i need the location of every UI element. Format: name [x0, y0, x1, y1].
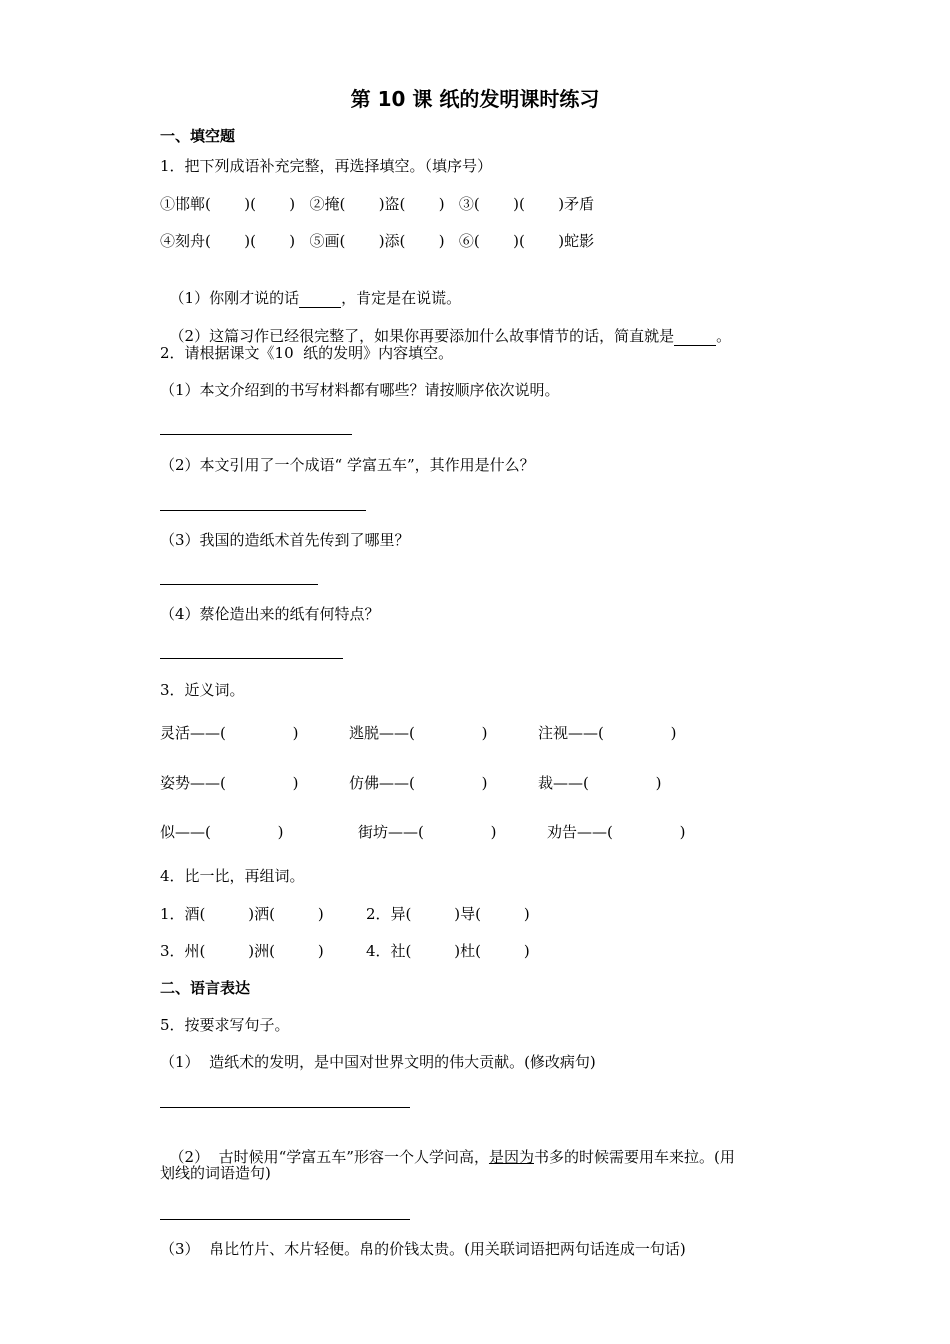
- compare-item: 2．异( )导( ): [366, 905, 530, 923]
- answer-line[interactable]: [160, 1107, 410, 1108]
- question-1-sub-2: [160, 306, 731, 346]
- question-2-part-1: （1）本文介绍到的书写材料都有哪些？请按顺序依次说明。: [160, 381, 560, 399]
- synonym-item: 逃脱——( ): [349, 724, 488, 742]
- answer-line[interactable]: [160, 584, 318, 585]
- question-5-part-2-continued: 划线的词语造句): [160, 1164, 271, 1182]
- sub2-text-before: （2）这篇习作已经很完整了，如果你再要添加什么故事情节的话，简直就是: [169, 327, 675, 345]
- answer-line[interactable]: [160, 658, 343, 659]
- question-5-part-1: （1） 造纸术的发明，是中国对世界文明的伟大贡献。(修改病句): [160, 1053, 596, 1071]
- sub1-text-after: ，肯定是在说谎。: [341, 289, 462, 307]
- compare-item: 1．酒( )洒( ): [160, 905, 324, 923]
- synonym-item: 劝告——( ): [547, 823, 686, 841]
- question-4-stem: 4．比一比，再组词。: [160, 867, 305, 885]
- idiom-row-1: ①邯郸( )( ) ②掩( )盗( ) ③( )( )矛盾: [160, 195, 595, 213]
- synonym-item: 街坊——( ): [358, 823, 497, 841]
- synonym-item: 裁——( ): [538, 774, 662, 792]
- synonym-item: 仿佛——( ): [349, 774, 488, 792]
- answer-line[interactable]: [160, 1219, 410, 1220]
- answer-line[interactable]: [160, 434, 352, 435]
- sub1-text-before: （1）你刚才说的话: [169, 289, 300, 307]
- part-2-text-before: （2） 古时候用“学富五车”形容一个人学问高，: [169, 1148, 489, 1166]
- question-5-part-3: （3） 帛比竹片、木片轻便。帛的价钱太贵。(用关联词语把两句话连成一句话): [160, 1240, 686, 1258]
- underlined-word: 是因为: [488, 1148, 534, 1166]
- question-1-sub-1: [160, 268, 461, 308]
- question-5-part-2: [160, 1127, 735, 1167]
- compare-item: 4．社( )杜( ): [366, 942, 530, 960]
- idiom-row-2: ④刻舟( )( ) ⑤画( )添( ) ⑥( )( )蛇影: [160, 232, 595, 250]
- synonym-item: 似——( ): [160, 823, 284, 841]
- question-2-part-2: （2）本文引用了一个成语“ 学富五车”，其作用是什么？: [160, 456, 535, 474]
- section-heading-fill-blanks: 一、填空题: [160, 127, 236, 145]
- question-5-stem: 5．按要求写句子。: [160, 1016, 290, 1034]
- compare-item: 3．州( )洲( ): [160, 942, 324, 960]
- synonym-item: 注视——( ): [538, 724, 677, 742]
- question-2-stem: 2．请根据课文《10 纸的发明》内容填空。: [160, 344, 454, 362]
- question-3-stem: 3．近义词。: [160, 681, 245, 699]
- answer-line[interactable]: [160, 510, 366, 511]
- question-1-stem: 1．把下列成语补充完整，再选择填空。（填序号）: [160, 157, 493, 175]
- page-title: 第 10 课 纸的发明课时练习: [350, 87, 600, 111]
- answer-blank[interactable]: [674, 329, 716, 346]
- section-heading-language-expression: 二、语言表达: [160, 979, 251, 997]
- question-2-part-3: （3）我国的造纸术首先传到了哪里？: [160, 531, 410, 549]
- question-2-part-4: （4）蔡伦造出来的纸有何特点？: [160, 605, 380, 623]
- synonym-item: 灵活——( ): [160, 724, 299, 742]
- synonym-item: 姿势——( ): [160, 774, 299, 792]
- part-2-text-after: 书多的时候需要用车来拉。(用: [533, 1148, 735, 1166]
- sub2-text-after: 。: [716, 327, 732, 345]
